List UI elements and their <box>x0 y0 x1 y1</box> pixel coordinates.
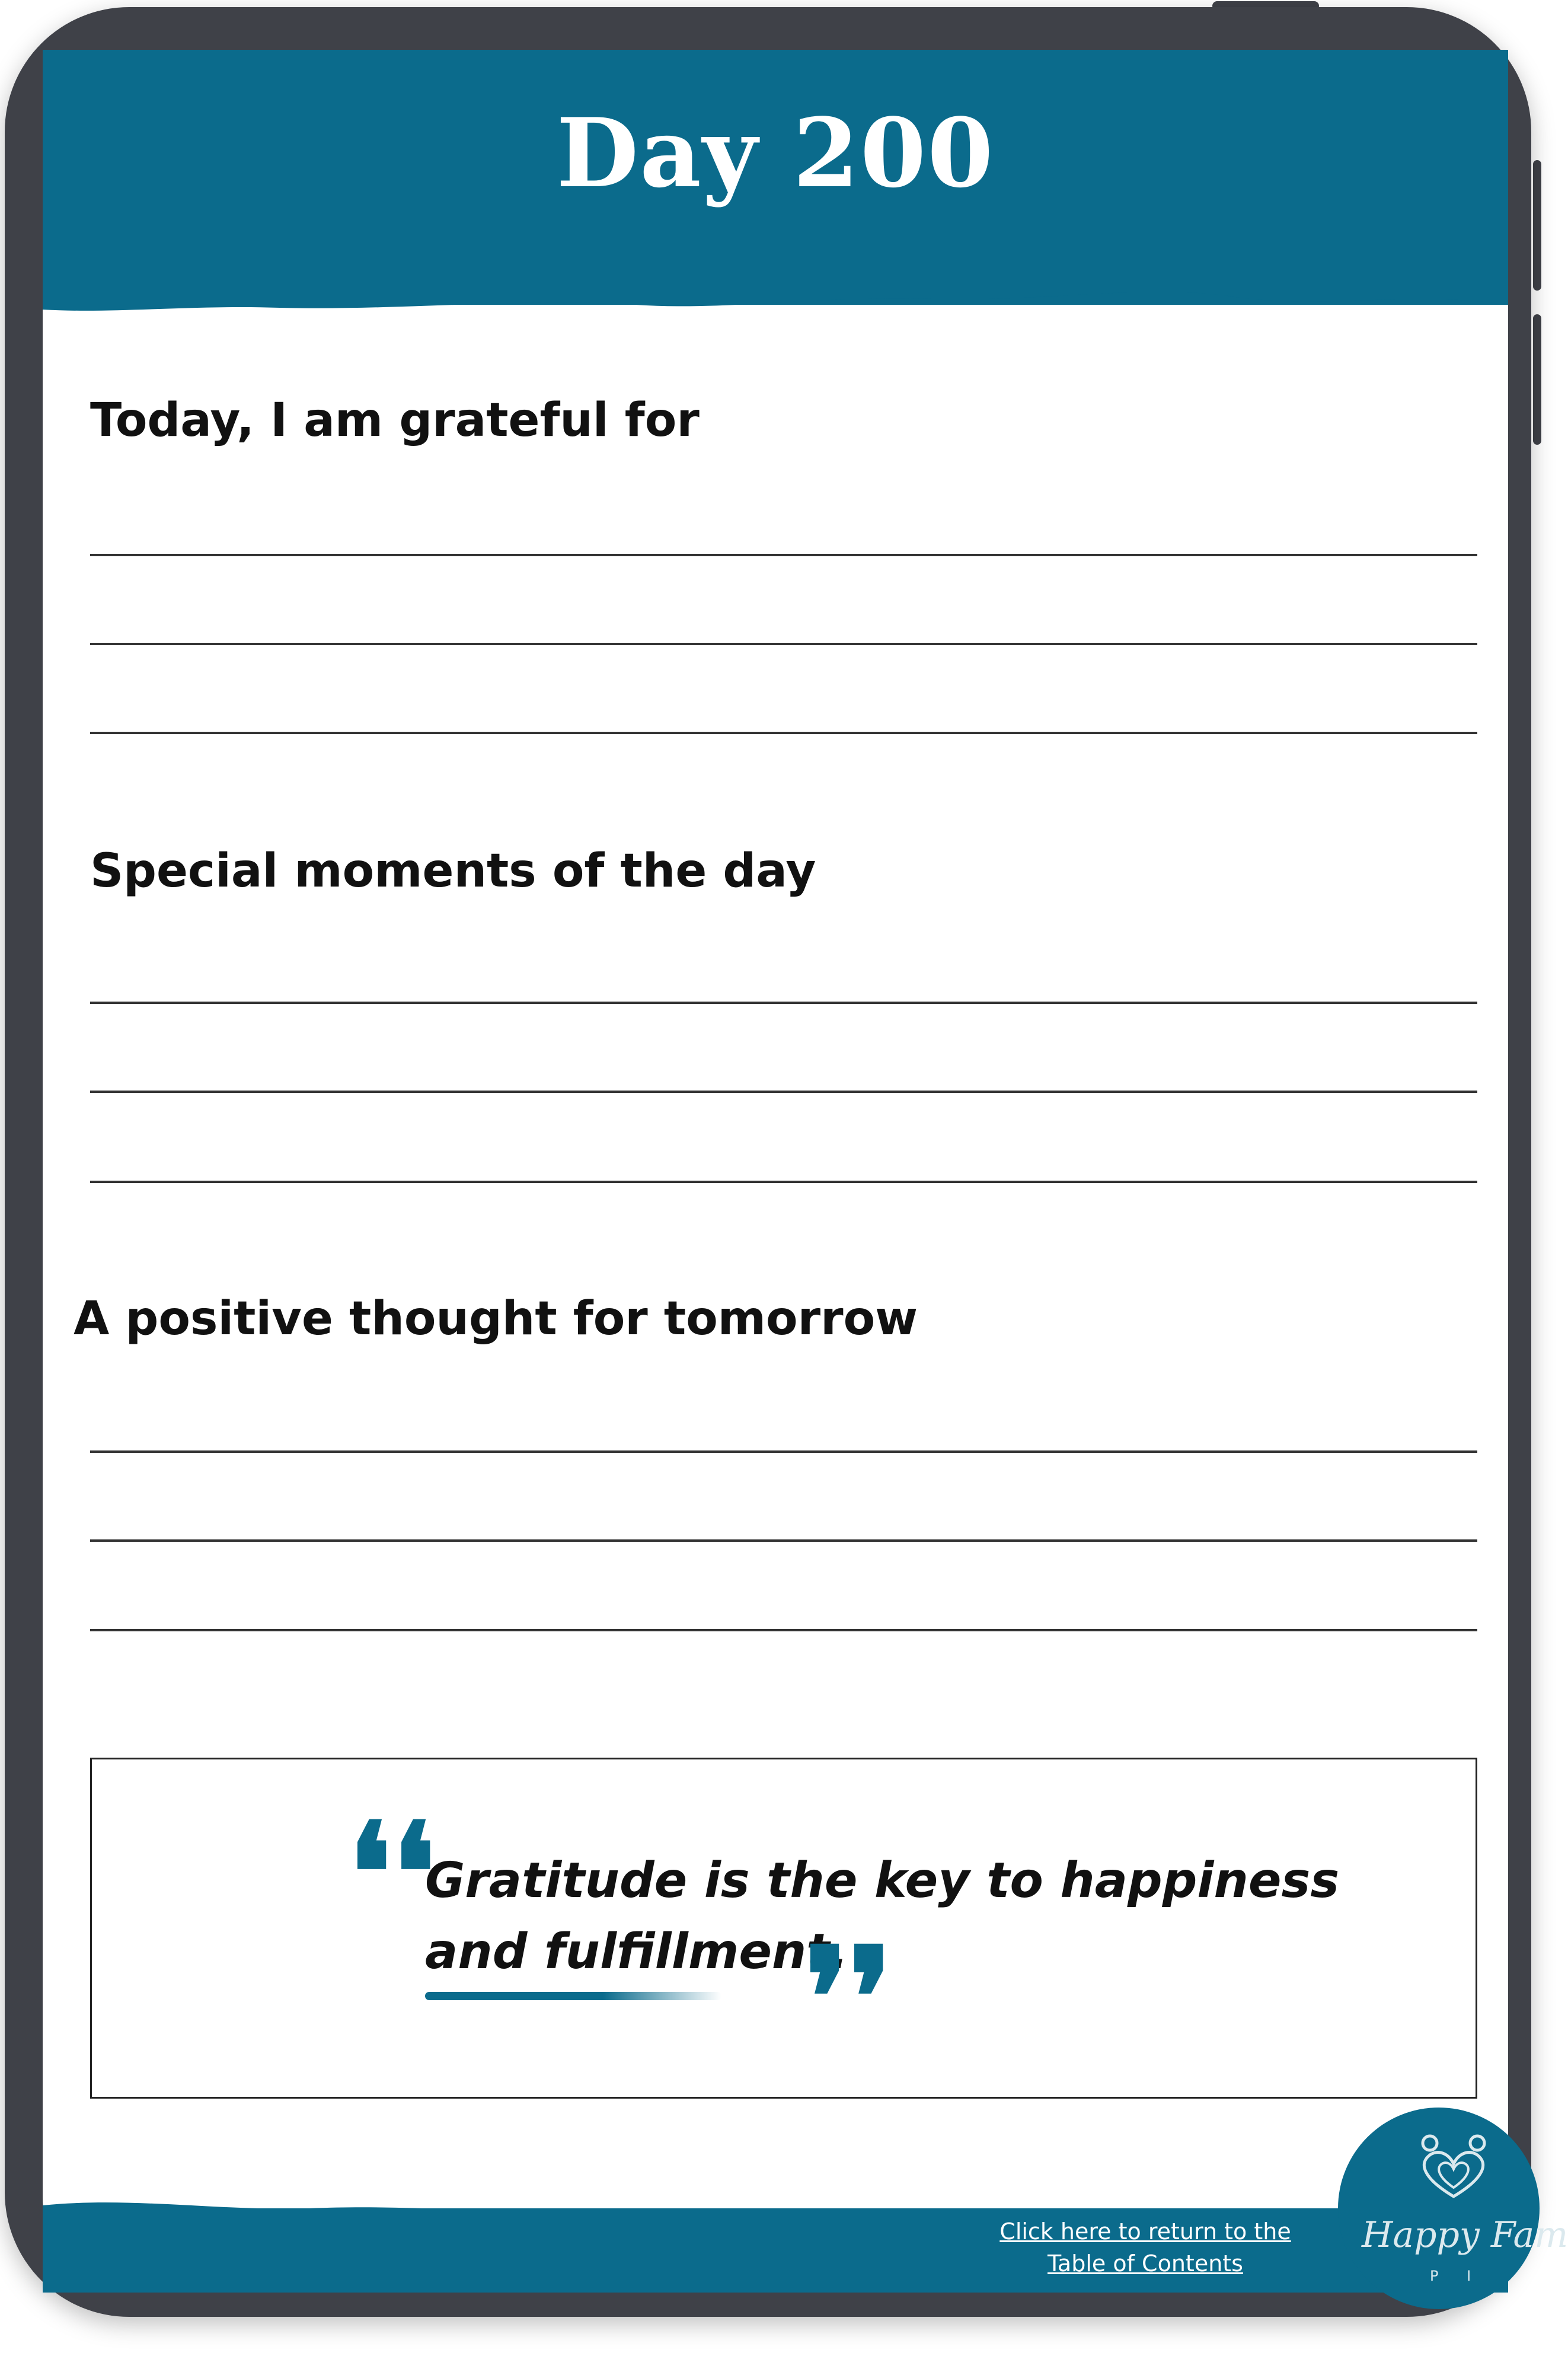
writing-line[interactable] <box>90 1539 1477 1542</box>
device-volume-down-button <box>1533 314 1541 445</box>
open-quote-icon: ❛❛ <box>348 1793 436 1953</box>
close-quote-icon: ❜❜ <box>804 1918 893 2078</box>
writing-line[interactable] <box>90 554 1477 556</box>
logo-wordmark: Happy Fam <box>1362 2214 1568 2256</box>
header-torn-edge <box>43 263 1508 329</box>
quote-line-2: and fulfillment. <box>425 1924 848 1980</box>
writing-line[interactable] <box>90 1181 1477 1183</box>
section-label-special-moments: Special moments of the day <box>90 844 816 898</box>
quote-underline <box>425 1992 721 2000</box>
table-of-contents-link[interactable] <box>991 2215 1299 2279</box>
writing-line[interactable] <box>90 732 1477 734</box>
device-volume-up-button <box>1533 160 1541 291</box>
section-label-grateful: Today, I am grateful for <box>90 394 700 447</box>
quote-line-1: Gratitude is the key to happiness <box>425 1853 1340 1909</box>
family-hearts-icon <box>1406 2131 1501 2202</box>
toc-link-line-1[interactable]: Click here to return to the <box>999 2218 1291 2245</box>
writing-line[interactable] <box>90 1450 1477 1453</box>
journal-page <box>43 50 1568 2293</box>
toc-link-line-2[interactable]: Table of Contents <box>1048 2250 1243 2277</box>
writing-line[interactable] <box>90 1091 1477 1093</box>
tablet-frame <box>5 7 1568 2317</box>
writing-line[interactable] <box>90 643 1477 645</box>
writing-line[interactable] <box>90 1629 1477 1631</box>
section-label-positive-thought: A positive thought for tomorrow <box>74 1292 918 1346</box>
writing-line[interactable] <box>90 1002 1477 1004</box>
logo-subtext: P I <box>1430 2268 1483 2284</box>
page-title: Day 200 <box>556 97 995 209</box>
